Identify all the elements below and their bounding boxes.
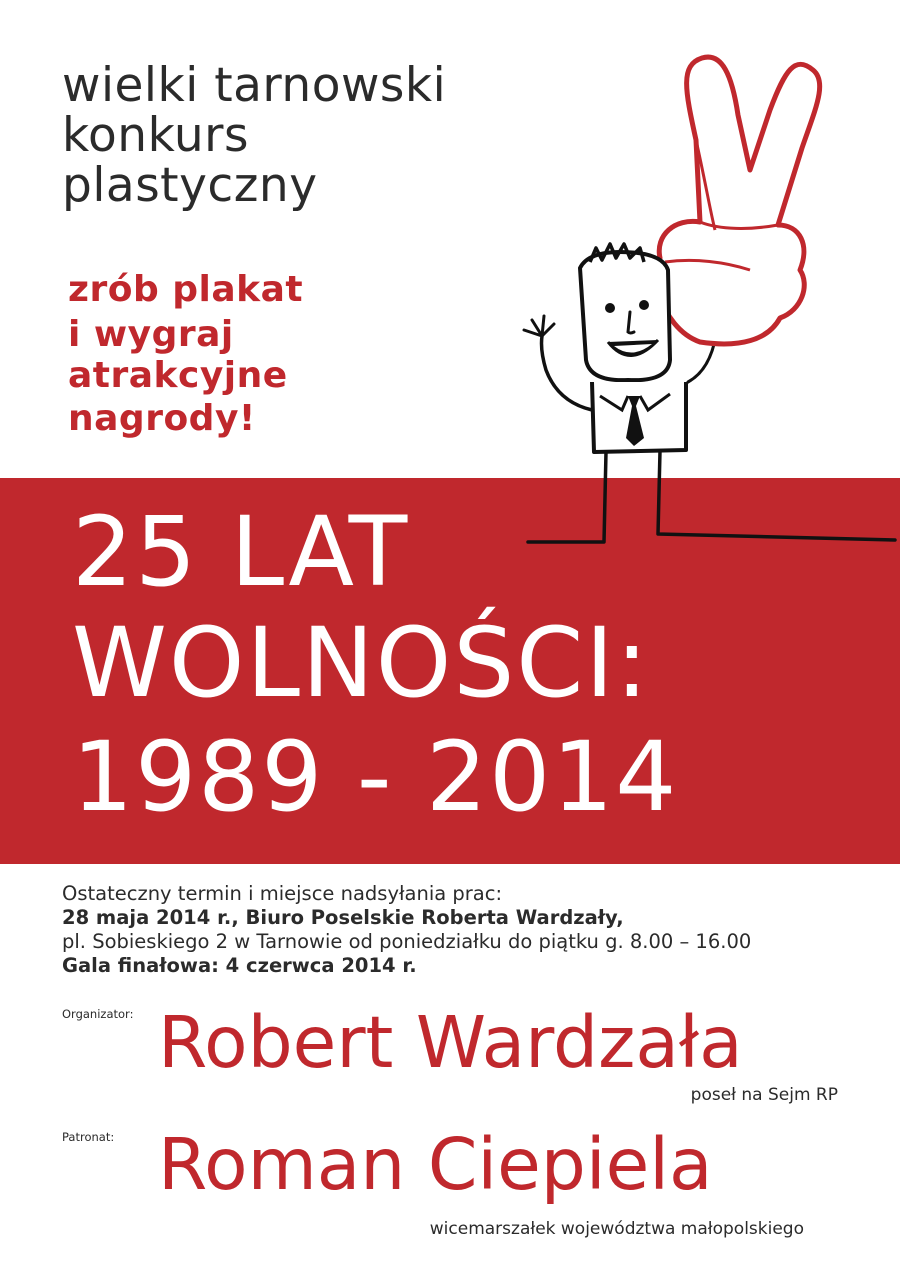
promo-line-3: atrakcyjne [68,355,288,396]
title-line-2: konkurs [62,108,249,163]
organizer-label: Organizator: [62,1007,134,1021]
organizer-role: poseł na Sejm RP [690,1085,838,1105]
patron-role: wicemarszałek województwa małopolskiego [429,1219,804,1239]
title-line-1: wielki tarnowski [62,58,447,113]
organizer-name: Robert Wardzała [158,1001,743,1084]
patron-label: Patronat: [62,1130,115,1144]
cartoon-man-peace-sign-icon [510,30,900,560]
promo-line-4: nagrody! [68,398,256,439]
info-deadline-date: 28 maja 2014 r., Biuro Poselskie Roberta Wardzały, [62,906,624,929]
headline-line-2: WOLNOŚCI: [72,607,650,719]
headline-line-1: 25 LAT [72,496,410,608]
headline-line-3: 1989 - 2014 [72,721,679,833]
promo-line-2: i wygraj [68,314,234,355]
title-line-3: plastyczny [62,158,318,213]
promo-line-1: zrób plakat [68,269,304,310]
info-address: pl. Sobieskiego 2 w Tarnowie od poniedziałku do piątku g. 8.00 – 16.00 [62,930,752,953]
patron-name: Roman Ciepiela [158,1123,713,1206]
info-gala-date: Gala finałowa: 4 czerwca 2014 r. [62,954,417,977]
info-deadline-label: Ostateczny termin i miejsce nadsyłania prac: [62,882,503,905]
